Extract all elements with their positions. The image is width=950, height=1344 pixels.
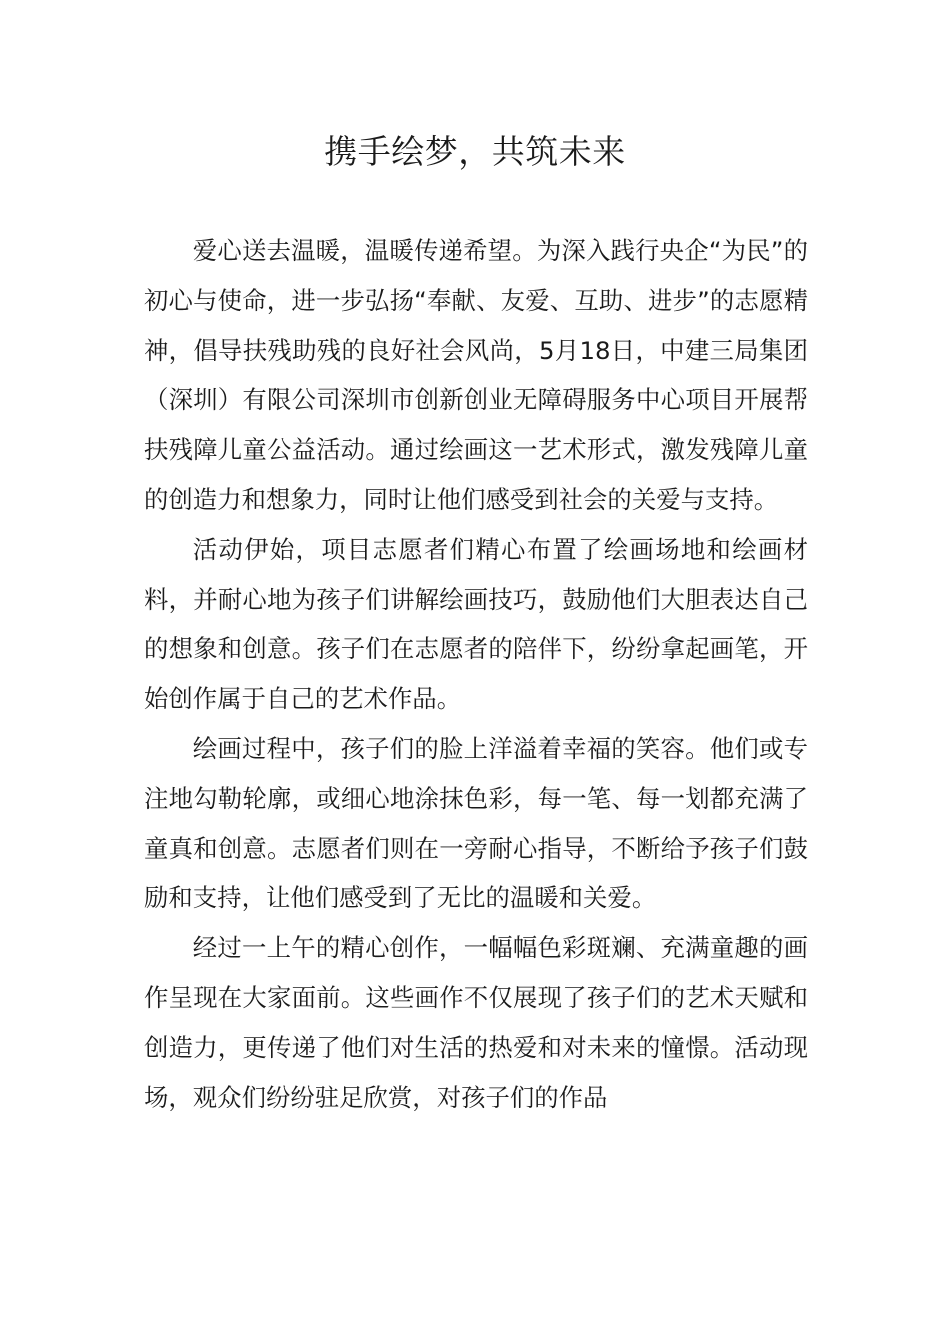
paragraph-intro: 爱心送去温暖，温暖传递希望。为深入践行央企“为民”的初心与使命，进一步弘扬“奉献、友爱、互助、进步”的志愿精神，倡导扶残助残的良好社会风尚，5月18日，中建三局集团（深圳）有限公司深圳市创新创业无障碍服务中心项目开展帮扶残障儿童公益活动。通过绘画这一艺术形式，激发残障儿童的创造力和想象力，同时让他们感受到社会的关爱与支持。 xyxy=(144,236,808,514)
document-body xyxy=(144,226,808,1122)
paragraph-painting-process: 绘画过程中，孩子们的脸上洋溢着幸福的笑容。他们或专注地勾勒轮廓，或细心地涂抹色彩，每一笔、每一划都充满了童真和创意。志愿者们则在一旁耐心指导，不断给予孩子们鼓励和支持，让他们感受到了无比的温暖和关爱。 xyxy=(144,733,808,913)
paragraph-activity-start: 活动伊始，项目志愿者们精心布置了绘画场地和绘画材料，并耐心地为孩子们讲解绘画技巧，鼓励他们大胆表达自己的想象和创意。孩子们在志愿者的陪伴下，纷纷拿起画笔，开始创作属于自己的艺术作品。 xyxy=(144,534,808,714)
paragraph-results: 经过一上午的精心创作，一幅幅色彩斑斓、充满童趣的画作呈现在大家面前。这些画作不仅展现了孩子们的艺术天赋和创造力，更传递了他们对生活的热爱和对未来的憧憬。活动现场，观众们纷纷驻足欣赏，对孩子们的作品 xyxy=(144,933,808,1112)
document-title: 携手绘梦，共筑未来 xyxy=(324,132,626,171)
